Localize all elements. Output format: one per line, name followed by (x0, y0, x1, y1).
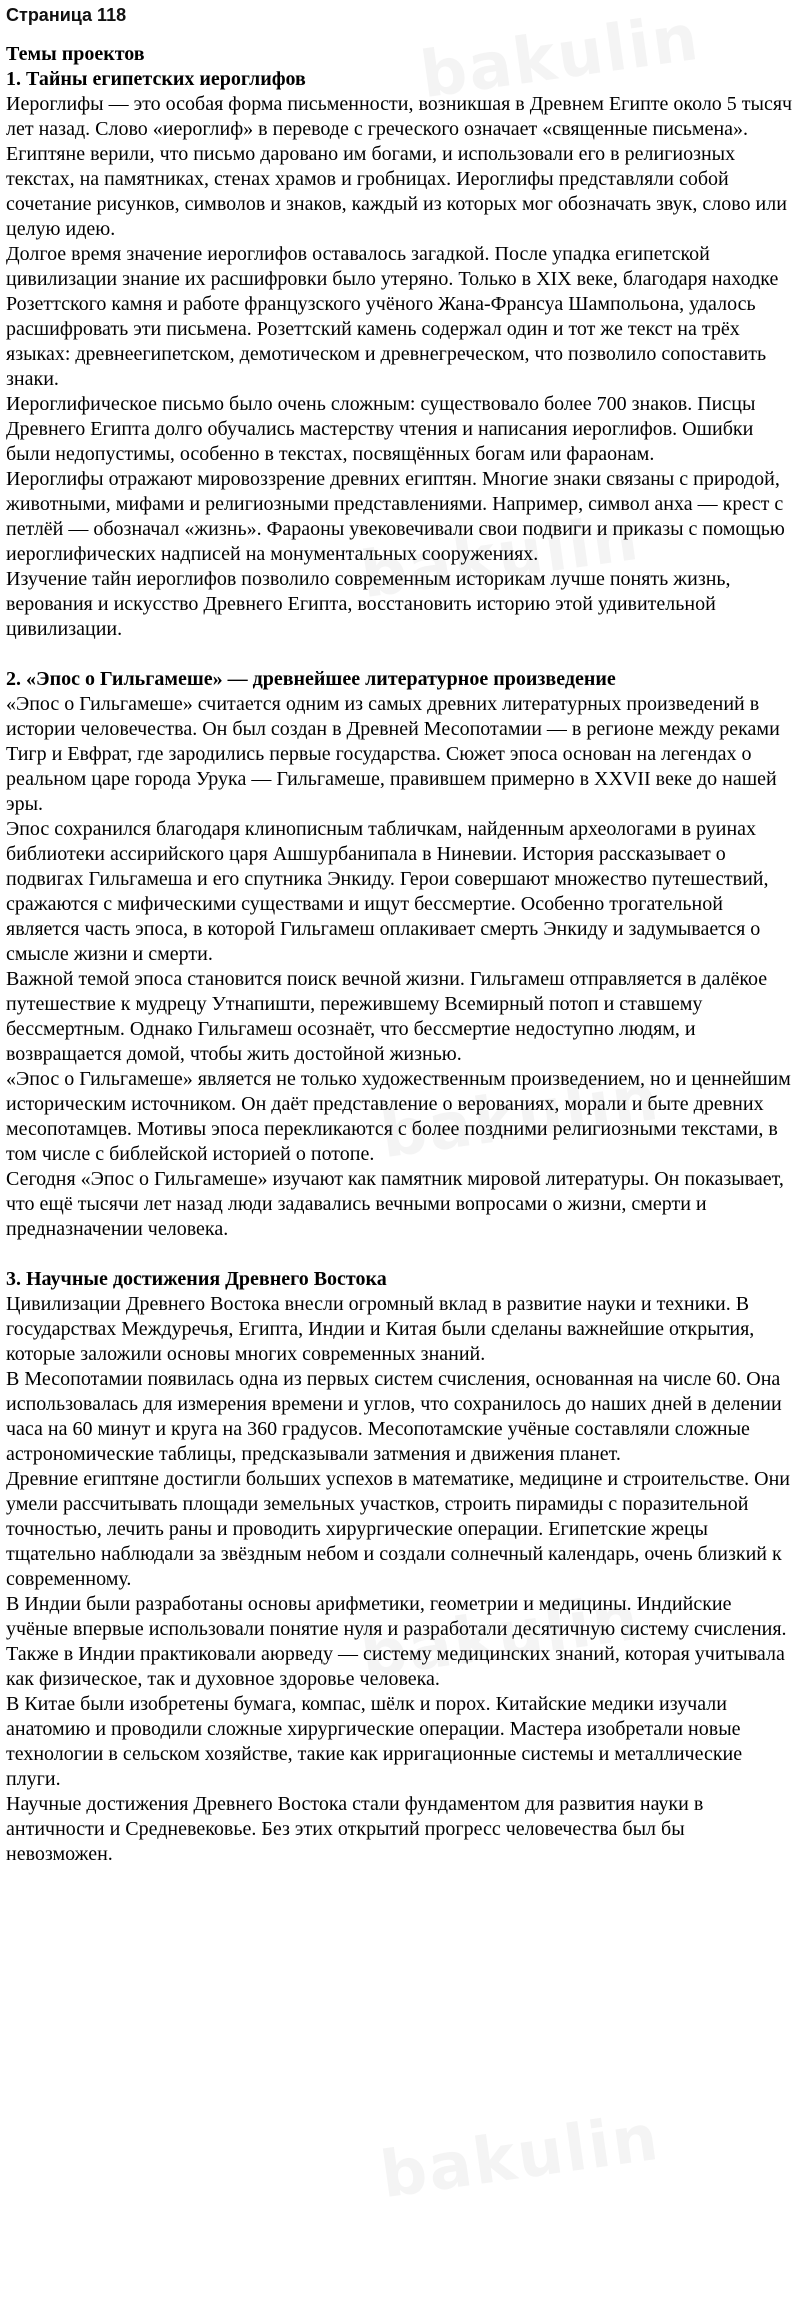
paragraph: Важной темой эпоса становится поиск вечной жизни. Гильгамеш отправляется в далёкое путешествие к мудрецу Утнапишти, пережившему Всемирный потоп и ставшему бессмертным. Однако Гильгамеш осознаёт, что бессмертие недоступно людям, и возвращается домой, чтобы жить достойной жизнью. (6, 968, 768, 1065)
paragraph: Изучение тайн иероглифов позволило современным историкам лучше понять жизнь, верования и искусство Древнего Египта, восстановить историю этой удивительной цивилизации. (6, 568, 731, 640)
section-heading: 2. «Эпос о Гильгамеше» — древнейшее литературное произведение (6, 668, 616, 690)
paragraph: Иероглифы отражают мировоззрение древних египтян. Многие знаки связаны с природой, животными, мифами и религиозными представлениями. Например, символ анха — крест с петлёй — обозначал «жизнь». Фараоны увековечивали свои подвиги и приказы с помощью иероглифических надписей на монументальных сооружениях. (6, 468, 785, 565)
paragraph: В Китае были изобретены бумага, компас, шёлк и порох. Китайские медики изучали анатомию и проводили сложные хирургические операции. Мастера изобретали новые технологии в сельском хозяйстве, такие как ирригационные системы и металлические плуги. (6, 1693, 743, 1790)
paragraph: В Индии были разработаны основы арифметики, геометрии и медицины. Индийские учёные впервые использовали понятие нуля и разработали десятичную систему счисления. Также в Индии практиковали аюрведу — систему медицинских знаний, которая учитывала как физическое, так и духовное здоровье человека. (6, 1593, 787, 1690)
section-eastern-science (6, 1267, 794, 1867)
paragraph: Научные достижения Древнего Востока стали фундаментом для развития науки в античности и Средневековье. Без этих открытий прогресс человечества был бы невозможен. (6, 1793, 704, 1865)
section-heading: 3. Научные достижения Древнего Востока (6, 1268, 387, 1290)
section-gilgamesh (6, 667, 794, 1242)
paragraph: Сегодня «Эпос о Гильгамеше» изучают как памятник мировой литературы. Он показывает, что ещё тысячи лет назад люди задавались вечными вопросами о жизни, смерти и предназначении человека. (6, 1168, 784, 1240)
paragraph: «Эпос о Гильгамеше» считается одним из самых древних литературных произведений в истории человечества. Он был создан в Древней Месопотамии — в регионе между реками Тигр и Евфрат, где зародились первые государства. Сюжет эпоса основан на легендах о реальном царе города Урука — Гильгамеше, правившем примерно в XXVII веке до нашей эры. (6, 693, 780, 815)
section-heading: 1. Тайны египетских иероглифов (6, 68, 306, 90)
paragraph: Иероглифы — это особая форма письменности, возникшая в Древнем Египте около 5 тысяч лет назад. Слово «иероглиф» в переводе с греческого означает «священные письмена». Египтяне верили, что письмо даровано им богами, и использовали его в религиозных текстах, на памятниках, стенах храмов и гробницах. Иероглифы представляли собой сочетание рисунков, символов и знаков, каждый из которых мог обозначать звук, слово или целую идею. (6, 93, 793, 240)
watermark-5 (376, 2101, 664, 2213)
document-body (0, 4, 800, 1867)
paragraph: «Эпос о Гильгамеше» является не только художественным произведением, но и ценнейшим историческим источником. Он даёт представление о верованиях, морали и быте древних месопотамцев. Мотивы эпоса перекликаются с более поздними религиозными текстами, в том числе с библейской историей о потопе. (6, 1068, 791, 1165)
paragraph: Иероглифическое письмо было очень сложным: существовало более 700 знаков. Писцы Древнего Египта долго обучались мастерству чтения и написания иероглифов. Ошибки были недопустимы, особенно в текстах, посвящённых богам или фараонам. (6, 393, 756, 465)
paragraph: В Месопотамии появилась одна из первых систем счисления, основанная на числе 60. Она использовалась для измерения времени и углов, что сохранилось до наших дней в делении часа на 60 минут и круга на 360 градусов. Месопотамские учёные составляли сложные астрономические таблицы, предсказывали затмения и движения планет. (6, 1368, 782, 1465)
paragraph: Долгое время значение иероглифов оставалось загадкой. После упадка египетской цивилизации знание их расшифровки было утеряно. Только в XIX веке, благодаря находке Розеттского камня и работе французского учёного Жана-Франсуа Шампольона, удалось расшифровать эти письмена. Розеттский камень содержал один и тот же текст на трёх языках: древнеегипетском, демотическом и древнегреческом, что позволило сопоставить знаки. (6, 243, 779, 390)
paragraph: Древние египтяне достигли больших успехов в математике, медицине и строительстве. Они умели рассчитывать площади земельных участков, строить пирамиды с поразительной точностью, лечить раны и проводить хирургические операции. Египетские жрецы тщательно наблюдали за звёздным небом и создали солнечный календарь, очень близкий к современному. (6, 1468, 790, 1590)
paragraph: Эпос сохранился благодаря клинописным табличкам, найденным археологами в руинах библиотеки ассирийского царя Ашшурбанипала в Ниневии. История рассказывает о подвигах Гильгамеша и его спутника Энкиду. Герои совершают множество путешествий, сражаются с мифическими существами и ищут бессмертие. Особенно трогательной является часть эпоса, в которой Гильгамеш оплакивает смерть Энкиду и задумывается о смысле жизни и смерти. (6, 818, 769, 965)
page-number-header: Страница 118 (6, 5, 127, 25)
topics-title: Темы проектов (6, 43, 145, 65)
section-hieroglyphs (6, 67, 794, 642)
paragraph: Цивилизации Древнего Востока внесли огромный вклад в развитие науки и техники. В государствах Междуречья, Египта, Индии и Китая были сделаны важнейшие открытия, которые заложили основы многих современных знаний. (6, 1293, 755, 1365)
